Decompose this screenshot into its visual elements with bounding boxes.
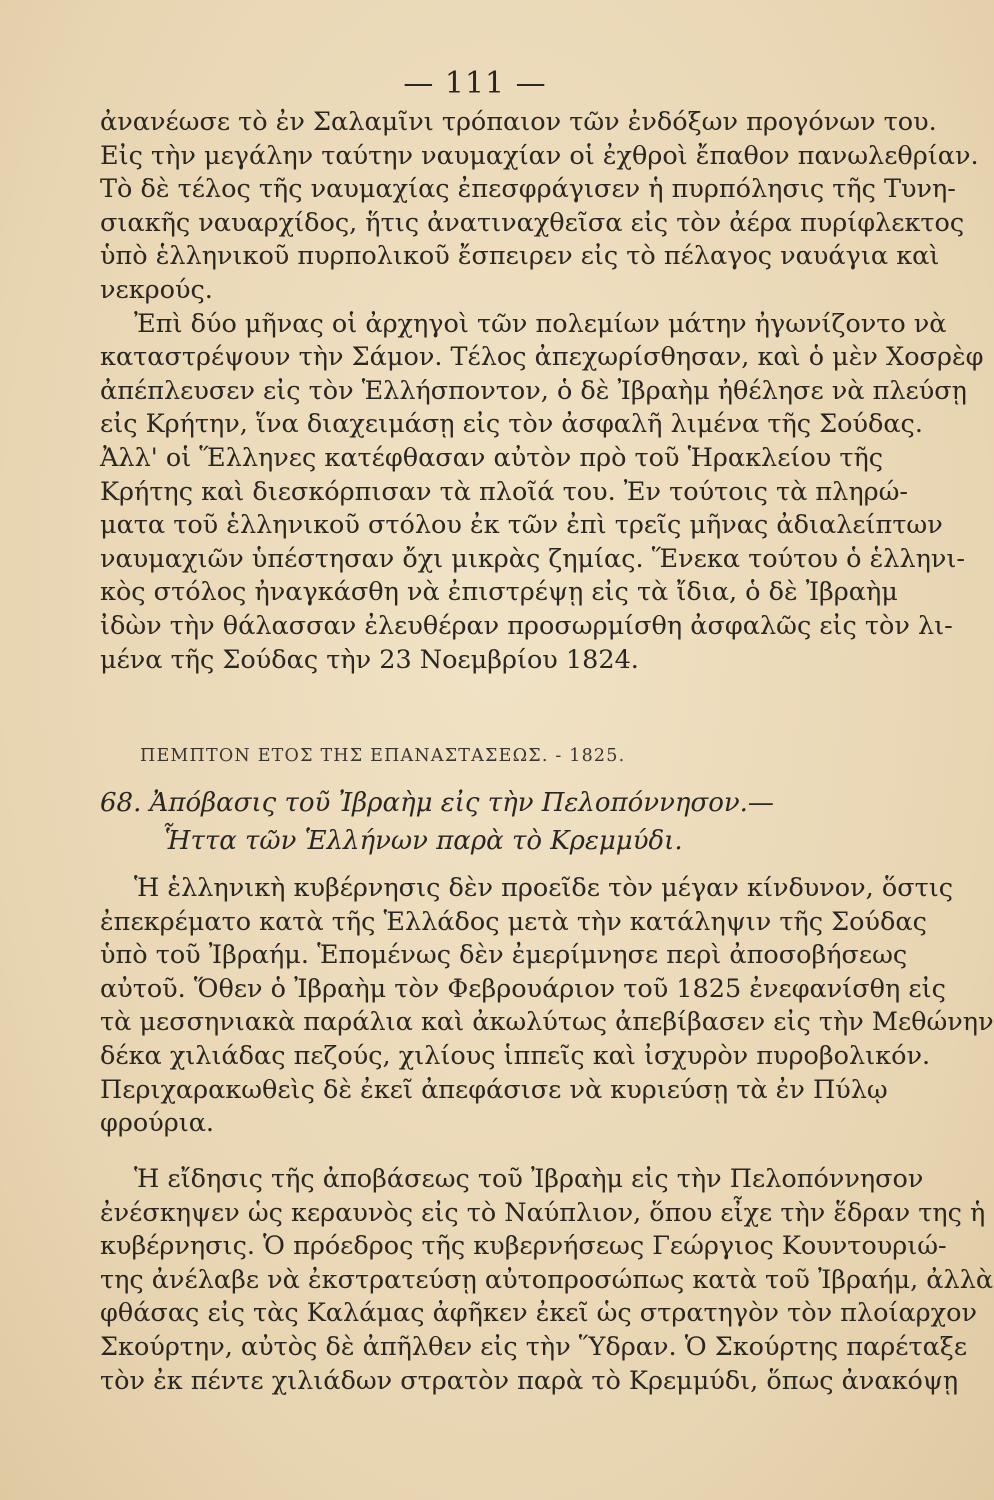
- text-line: εἰς Κρήτην, ἵνα διαχειμάσῃ εἰς τὸν ἀσφαλῆ λιμένα τῆς Σούδας.: [100, 409, 923, 440]
- paragraph-landing: [100, 872, 994, 1141]
- text-line: Ἡ ἑλληνικὴ κυβέρνησις δὲν προεῖδε τὸν μέγαν κίνδυνον, ὅστις: [134, 873, 954, 903]
- chapter-title-line: 68. Ἀπόβασις τοῦ Ἰβραὴμ εἰς τὴν Πελοπόννησον.—: [100, 788, 774, 818]
- text-line: Ἀλλ' οἱ Ἕλληνες κατέφθασαν αὐτὸν πρὸ τοῦ Ἡρακλείου τῆς: [100, 442, 884, 473]
- text-line: Ἡ εἴδησις τῆς ἀποβάσεως τοῦ Ἰβραὴμ εἰς τὴν Πελοπόννησον: [134, 1164, 924, 1194]
- text-line: ἀνανέωσε τὸ ἐν Σαλαμῖνι τρόπαιον τῶν ἐνδόξων προγόνων του.: [100, 107, 937, 137]
- text-line: ναυμαχιῶν ὑπέστησαν ὄχι μικρὰς ζημίας. Ἕνεκα τούτου ὁ ἑλληνι-: [100, 543, 966, 574]
- text-line: ὑπὸ τοῦ Ἰβραήμ. Ἑπομένως δὲν ἐμερίμνησε περὶ ἀποσοβήσεως: [100, 940, 908, 971]
- text-line: Εἰς τὴν μεγάλην ταύτην ναυμαχίαν οἱ ἐχθροὶ ἔπαθον πανωλεθρίαν.: [100, 140, 979, 171]
- paragraph-naval-battle: [100, 106, 984, 677]
- text-line: φθάσας εἰς τὰς Καλάμας ἀφῆκεν ἐκεῖ ὡς στρατηγὸν τὸν πλοίαρχον: [100, 1298, 977, 1329]
- paragraph-news: [100, 1163, 994, 1398]
- text-line: ἀπέπλευσεν εἰς τὸν Ἑλλήσποντον, ὁ δὲ Ἰβραὴμ ἠθέλησε νὰ πλεύσῃ: [100, 375, 967, 406]
- section-header: ΠΕΜΠΤΟΝ ΕΤΟΣ ΤΗΣ ΕΠΑΝΑΣΤΑΣΕΩΣ. - 1825.: [140, 746, 626, 766]
- chapter-title-line: Ἧττα τῶν Ἑλλήνων παρὰ τὸ Κρεμμύδι.: [162, 826, 683, 856]
- text-line: κυβέρνησις. Ὁ πρόεδρος τῆς κυβερνήσεως Γεώργιος Κουντουριώ-: [100, 1231, 947, 1262]
- text-line: ἰδὼν τὴν θάλασσαν ἐλευθέραν προσωρμίσθη ἀσφαλῶς εἰς τὸν λι-: [100, 610, 953, 641]
- text-line: Σκούρτην, αὐτὸς δὲ ἀπῆλθεν εἰς τὴν Ὕδραν. Ὁ Σκούρτης παρέταξε: [100, 1331, 968, 1362]
- text-line: Ἐπὶ δύο μῆνας οἱ ἀρχηγοὶ τῶν πολεμίων μάτην ἠγωνίζοντο νὰ: [134, 308, 947, 339]
- text-line: ἐνέσκηψεν ὡς κεραυνὸς εἰς τὸ Ναύπλιον, ὅπου εἶχε τὴν ἕδραν της ἡ: [100, 1197, 986, 1228]
- text-line: καταστρέψουν τὴν Σάμον. Τέλος ἀπεχωρίσθησαν, καὶ ὁ μὲν Χοσρὲφ: [100, 342, 984, 373]
- text-line: αὐτοῦ. Ὅθεν ὁ Ἰβραὴμ τὸν Φεβρουάριον τοῦ 1825 ἐνεφανίσθη εἰς: [100, 973, 946, 1004]
- text-line: Τὸ δὲ τέλος τῆς ναυμαχίας ἐπεσφράγισεν ἡ πυρπόλησις τῆς Τυνη-: [100, 174, 956, 205]
- text-line: Περιχαρακωθεὶς δὲ ἐκεῖ ἀπεφάσισε νὰ κυριεύσῃ τὰ ἐν Πύλῳ: [100, 1074, 888, 1105]
- text-line: τὰ μεσσηνιακὰ παράλια καὶ ἀκωλύτως ἀπεβίβασεν εἰς τὴν Μεθώνην: [100, 1007, 994, 1038]
- text-line: ματα τοῦ ἑλληνικοῦ στόλου ἐκ τῶν ἐπὶ τρεῖς μῆνας ἀδιαλείπτων: [100, 510, 943, 541]
- text-line: ἐπεκρέματο κατὰ τῆς Ἑλλάδος μετὰ τὴν κατάληψιν τῆς Σούδας: [100, 906, 927, 937]
- text-line: νεκρούς.: [100, 274, 213, 305]
- text-line: φρούρια.: [100, 1108, 215, 1139]
- text-line: σιακῆς ναυαρχίδος, ἥτις ἀνατιναχθεῖσα εἰς τὸν ἀέρα πυρίφλεκτος: [100, 207, 965, 238]
- text-line: της ἀνέλαβε νὰ ἐκστρατεύσῃ αὐτοπροσώπως κατὰ τοῦ Ἰβραήμ, ἀλλὰ: [100, 1264, 994, 1295]
- text-line: ὑπὸ ἑλληνικοῦ πυρπολικοῦ ἔσπειρεν εἰς τὸ πέλαγος ναυάγια καὶ: [100, 241, 940, 272]
- text-line: κὸς στόλος ἠναγκάσθη νὰ ἐπιστρέψῃ εἰς τὰ ἴδια, ὁ δὲ Ἰβραὴμ: [100, 577, 898, 608]
- text-line: δέκα χιλιάδας πεζούς, χιλίους ἱππεῖς καὶ ἰσχυρὸν πυροβολικόν.: [100, 1040, 931, 1071]
- text-line: Κρήτης καὶ διεσκόρπισαν τὰ πλοῖά του. Ἐν τούτοις τὰ πληρώ-: [100, 476, 908, 507]
- page-number: — 111 —: [403, 66, 547, 101]
- chapter-title: [100, 784, 852, 860]
- text-line: μένα τῆς Σούδας τὴν 23 Νοεμβρίου 1824.: [100, 644, 639, 675]
- text-line: τὸν ἐκ πέντε χιλιάδων στρατὸν παρὰ τὸ Κρεμμύδι, ὅπως ἀνακόψῃ: [100, 1365, 959, 1396]
